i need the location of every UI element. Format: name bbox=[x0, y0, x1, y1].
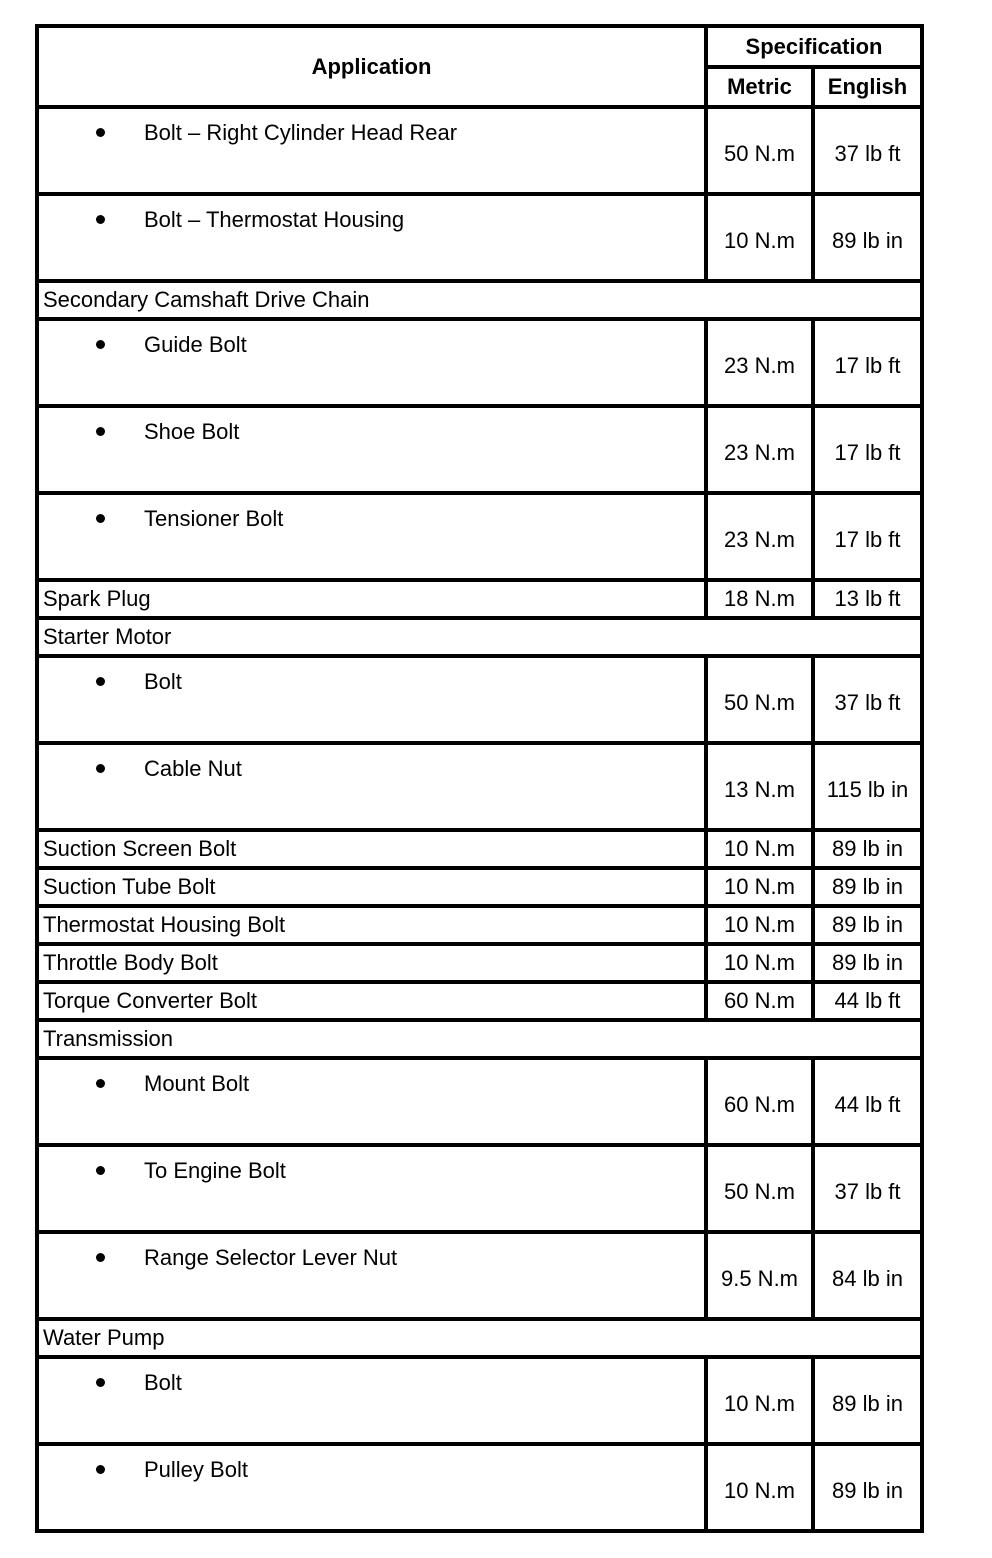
english-value: 89 lb in bbox=[813, 1444, 922, 1531]
table-row bbox=[37, 319, 922, 406]
metric-value: 50 N.m bbox=[706, 1145, 813, 1232]
application-cell bbox=[37, 656, 706, 743]
application-cell bbox=[37, 194, 706, 281]
application-label: Thermostat Housing Bolt bbox=[37, 906, 706, 944]
metric-value: 10 N.m bbox=[706, 1444, 813, 1531]
bullet-icon bbox=[96, 1166, 105, 1175]
table-row bbox=[37, 743, 922, 830]
application-cell bbox=[37, 743, 706, 830]
english-value: 17 lb ft bbox=[813, 493, 922, 580]
table-row bbox=[37, 944, 922, 982]
metric-value: 50 N.m bbox=[706, 107, 813, 194]
english-value: 44 lb ft bbox=[813, 982, 922, 1020]
metric-value: 13 N.m bbox=[706, 743, 813, 830]
application-label: Bolt – Right Cylinder Head Rear bbox=[144, 120, 458, 145]
group-label: Starter Motor bbox=[37, 618, 922, 656]
bullet-icon bbox=[96, 427, 105, 436]
bullet-icon bbox=[96, 1079, 105, 1088]
metric-value: 23 N.m bbox=[706, 319, 813, 406]
metric-header: Metric bbox=[706, 67, 813, 107]
table-row bbox=[37, 830, 922, 868]
application-cell bbox=[37, 107, 706, 194]
bullet-icon bbox=[96, 215, 105, 224]
application-label: Tensioner Bolt bbox=[144, 506, 284, 531]
application-label: Pulley Bolt bbox=[144, 1457, 248, 1482]
group-header-row bbox=[37, 618, 922, 656]
application-label: Bolt bbox=[144, 669, 182, 694]
application-label: Shoe Bolt bbox=[144, 419, 240, 444]
metric-value: 60 N.m bbox=[706, 982, 813, 1020]
application-cell bbox=[37, 319, 706, 406]
spec-table-body bbox=[37, 107, 922, 1531]
english-value: 37 lb ft bbox=[813, 656, 922, 743]
application-cell bbox=[37, 1145, 706, 1232]
table-row bbox=[37, 580, 922, 618]
bullet-icon bbox=[96, 1378, 105, 1387]
metric-value: 10 N.m bbox=[706, 1357, 813, 1444]
application-label: Guide Bolt bbox=[144, 332, 247, 357]
table-row bbox=[37, 906, 922, 944]
table-row bbox=[37, 107, 922, 194]
bullet-icon bbox=[96, 340, 105, 349]
application-label: Torque Converter Bolt bbox=[37, 982, 706, 1020]
metric-value: 10 N.m bbox=[706, 830, 813, 868]
metric-value: 23 N.m bbox=[706, 406, 813, 493]
table-row bbox=[37, 493, 922, 580]
group-header-row bbox=[37, 1020, 922, 1058]
english-header: English bbox=[813, 67, 922, 107]
table-row bbox=[37, 1145, 922, 1232]
english-value: 115 lb in bbox=[813, 743, 922, 830]
english-value: 13 lb ft bbox=[813, 580, 922, 618]
bullet-icon bbox=[96, 1253, 105, 1262]
table-row bbox=[37, 1357, 922, 1444]
application-label: Suction Tube Bolt bbox=[37, 868, 706, 906]
english-value: 44 lb ft bbox=[813, 1058, 922, 1145]
application-label: Range Selector Lever Nut bbox=[144, 1245, 398, 1270]
table-row bbox=[37, 1232, 922, 1319]
bullet-icon bbox=[96, 677, 105, 686]
table-row bbox=[37, 868, 922, 906]
application-label: Bolt bbox=[144, 1370, 182, 1395]
metric-value: 60 N.m bbox=[706, 1058, 813, 1145]
metric-value: 10 N.m bbox=[706, 868, 813, 906]
metric-value: 10 N.m bbox=[706, 944, 813, 982]
application-cell bbox=[37, 1232, 706, 1319]
table-row bbox=[37, 982, 922, 1020]
application-label: Throttle Body Bolt bbox=[37, 944, 706, 982]
metric-value: 9.5 N.m bbox=[706, 1232, 813, 1319]
specification-header: Specification bbox=[706, 26, 922, 67]
english-value: 37 lb ft bbox=[813, 107, 922, 194]
english-value: 37 lb ft bbox=[813, 1145, 922, 1232]
application-cell bbox=[37, 1058, 706, 1145]
table-row bbox=[37, 1058, 922, 1145]
english-value: 89 lb in bbox=[813, 194, 922, 281]
metric-value: 18 N.m bbox=[706, 580, 813, 618]
bullet-icon bbox=[96, 128, 105, 137]
metric-value: 10 N.m bbox=[706, 194, 813, 281]
english-value: 17 lb ft bbox=[813, 406, 922, 493]
english-value: 89 lb in bbox=[813, 906, 922, 944]
group-header-row bbox=[37, 1319, 922, 1357]
application-cell bbox=[37, 1357, 706, 1444]
group-label: Secondary Camshaft Drive Chain bbox=[37, 281, 922, 319]
application-label: Mount Bolt bbox=[144, 1071, 250, 1096]
application-label: Cable Nut bbox=[144, 756, 242, 781]
bullet-icon bbox=[96, 764, 105, 773]
application-header: Application bbox=[37, 26, 706, 107]
bullet-icon bbox=[96, 514, 105, 523]
group-label: Transmission bbox=[37, 1020, 922, 1058]
table-row bbox=[37, 656, 922, 743]
metric-value: 50 N.m bbox=[706, 656, 813, 743]
application-cell bbox=[37, 406, 706, 493]
bullet-icon bbox=[96, 1465, 105, 1474]
application-label: To Engine Bolt bbox=[144, 1158, 286, 1183]
english-value: 89 lb in bbox=[813, 830, 922, 868]
english-value: 84 lb in bbox=[813, 1232, 922, 1319]
application-label: Spark Plug bbox=[37, 580, 706, 618]
english-value: 89 lb in bbox=[813, 1357, 922, 1444]
metric-value: 10 N.m bbox=[706, 906, 813, 944]
application-cell bbox=[37, 1444, 706, 1531]
group-label: Water Pump bbox=[37, 1319, 922, 1357]
table-row bbox=[37, 1444, 922, 1531]
english-value: 89 lb in bbox=[813, 868, 922, 906]
table-row bbox=[37, 406, 922, 493]
metric-value: 23 N.m bbox=[706, 493, 813, 580]
english-value: 17 lb ft bbox=[813, 319, 922, 406]
english-value: 89 lb in bbox=[813, 944, 922, 982]
application-label: Suction Screen Bolt bbox=[37, 830, 706, 868]
table-row bbox=[37, 194, 922, 281]
torque-spec-table bbox=[35, 24, 924, 1533]
group-header-row bbox=[37, 281, 922, 319]
application-cell bbox=[37, 493, 706, 580]
application-label: Bolt – Thermostat Housing bbox=[144, 207, 405, 232]
